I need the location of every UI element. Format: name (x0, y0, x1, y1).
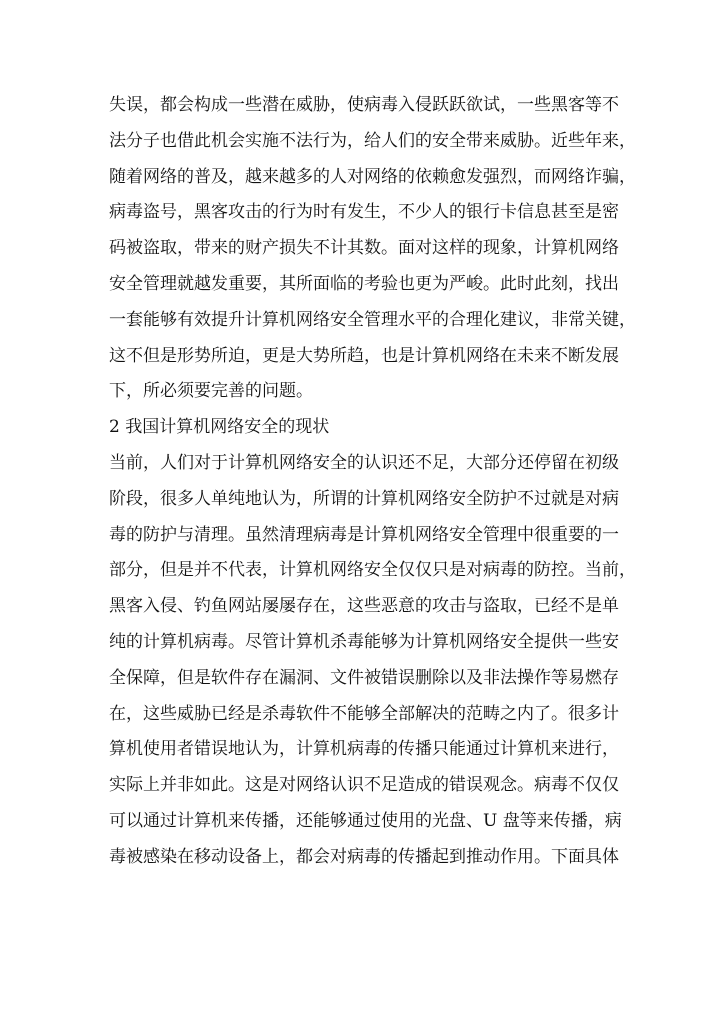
text-line: 法分子也借此机会实施不法行为，给人们的安全带来威胁。近些年来， (109, 130, 636, 151)
text-line: 随着网络的普及，越来越多的人对网络的依赖愈发强烈，而网络诈骗， (109, 166, 636, 187)
section-heading: 2 我国计算机网络安全的现状 (109, 417, 330, 438)
text-line: 纯的计算机病毒。尽管计算机杀毒能够为计算机网络安全提供一些安 (109, 631, 619, 652)
paragraph-2 (109, 446, 636, 876)
text-line: 码被盗取，带来的财产损失不计其数。面对这样的现象，计算机网络 (109, 238, 619, 259)
text-line: 下，所必须要完善的问题。 (109, 381, 313, 402)
text-line: 这不但是形势所迫，更是大势所趋，也是计算机网络在未来不断发展 (109, 345, 619, 366)
text-line: 算机使用者错误地认为，计算机病毒的传播只能通过计算机来进行， (109, 739, 619, 760)
text-line: 失误，都会构成一些潜在威胁，使病毒入侵跃跃欲试，一些黑客等不 (109, 95, 619, 115)
paragraph-1 (109, 88, 636, 410)
text-line: 当前，人们对于计算机网络安全的认识还不足，大部分还停留在初级 (109, 452, 619, 473)
text-line: 一套能够有效提升计算机网络安全管理水平的合理化建议，非常关键， (109, 309, 636, 330)
text-line: 安全管理就越发重要，其所面临的考验也更为严峻。此时此刻，找出 (109, 273, 619, 294)
text-line: 全保障，但是软件存在漏洞、文件被错误删除以及非法操作等易燃存 (109, 667, 619, 688)
text-line: 病毒盗号，黑客攻击的行为时有发生，不少人的银行卡信息甚至是密 (109, 202, 619, 223)
text-line: 阶段，很多人单纯地认为，所谓的计算机网络安全防护不过就是对病 (109, 488, 619, 509)
text-line: 黑客入侵、钓鱼网站屡屡存在，这些恶意的攻击与盗取，已经不是单 (109, 596, 619, 617)
text-line: 在，这些威胁已经是杀毒软件不能够全部解决的范畴之内了。很多计 (109, 703, 619, 724)
body-text (109, 88, 636, 876)
text-line: 毒的防护与清理。虽然清理病毒是计算机网络安全管理中很重要的一 (109, 524, 619, 545)
text-line: 部分，但是并不代表，计算机网络安全仅仅只是对病毒的防控。当前， (109, 560, 636, 581)
text-line: 可以通过计算机来传播，还能够通过使用的光盘、U 盘等来传播，病 (109, 810, 622, 831)
text-line: 毒被感染在移动设备上，都会对病毒的传播起到推动作用。下面具体 (109, 846, 619, 867)
text-line: 实际上并非如此。这是对网络认识不足造成的错误观念。病毒不仅仅 (109, 775, 619, 796)
